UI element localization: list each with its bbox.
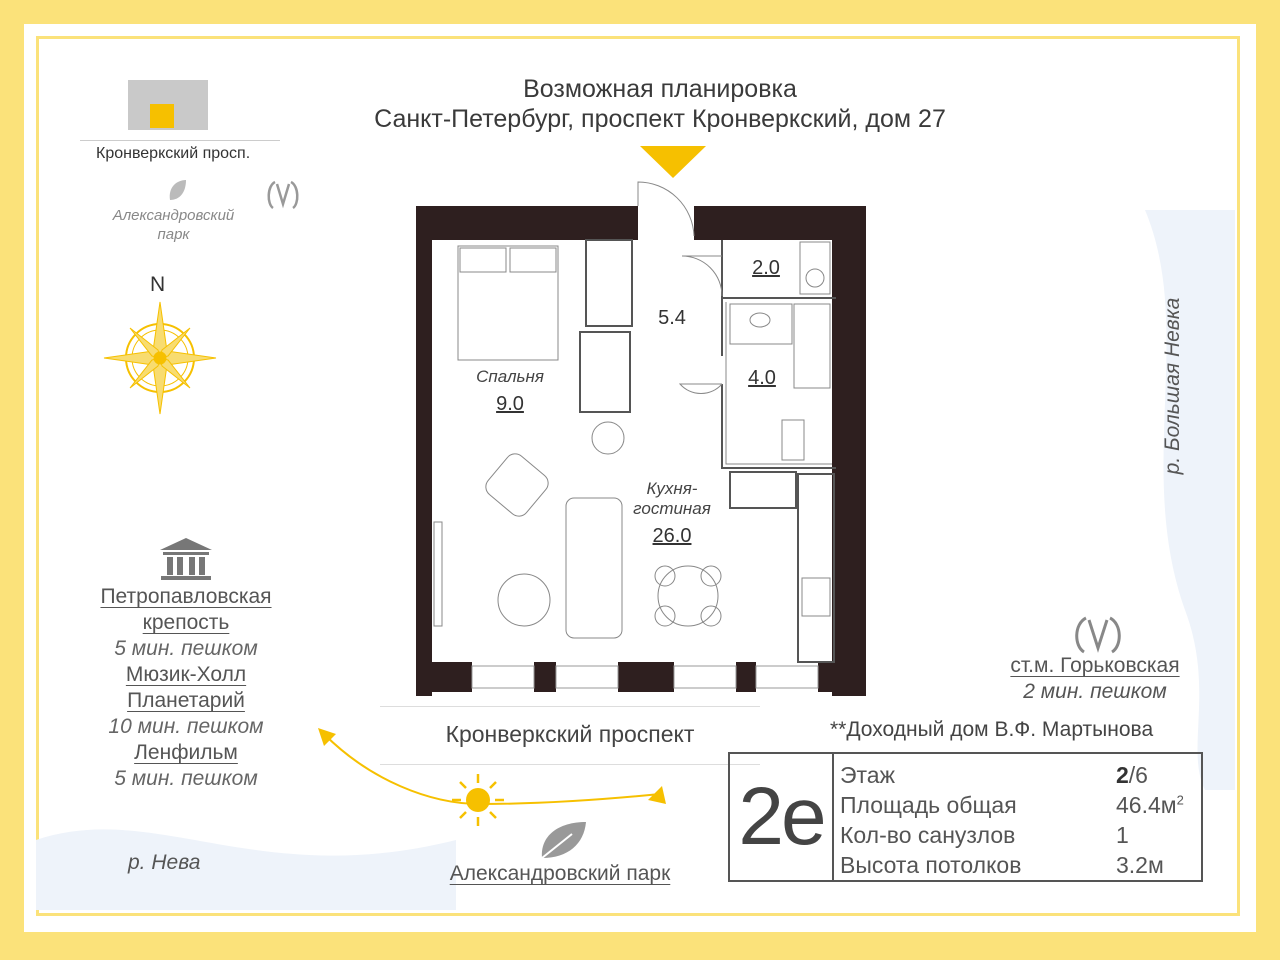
street-line-top	[80, 140, 280, 141]
wall-top-left	[416, 206, 638, 240]
window-2	[556, 666, 618, 688]
wc-sink	[806, 269, 824, 287]
toilet	[782, 420, 804, 460]
area-label: Площадь общая	[840, 792, 1017, 818]
pillow-left	[460, 248, 506, 272]
poi-musichall-walk: 10 мин. пешком	[108, 715, 264, 738]
shower	[794, 304, 830, 388]
bathrooms-value: 1	[1116, 822, 1129, 848]
wall-bottom-4	[736, 662, 756, 692]
floor-value-group	[1116, 762, 1148, 789]
closet-upper	[586, 240, 632, 326]
spec-table	[728, 752, 1203, 882]
bath-wall-inner	[726, 302, 832, 464]
sun-icon	[452, 774, 504, 826]
wc-area: 2.0	[752, 257, 780, 279]
floor-total: /6	[1128, 762, 1148, 788]
wall-left-inner	[416, 240, 432, 662]
wall-bottom-3	[618, 662, 674, 692]
living-name-2: гостиная	[633, 499, 711, 518]
ceiling-value: 3.2м	[1116, 852, 1164, 878]
wall-right	[832, 206, 866, 696]
window-3	[674, 666, 736, 688]
stove	[802, 578, 830, 616]
street-label-bottom: Кронверкский проспект	[445, 721, 695, 747]
bathrooms-label: Кол-во санузлов	[840, 822, 1016, 848]
park-label-top: Александровский парк	[112, 207, 235, 243]
metro-walk: 2 мин. пешком	[1023, 680, 1167, 703]
compass-north-label: N	[150, 273, 166, 296]
river-neva-label: р. Нева	[128, 851, 201, 874]
living-name-1: Кухня-	[646, 479, 698, 498]
area-sup: 2	[1176, 792, 1184, 808]
compass-rose-icon	[100, 300, 220, 418]
wall-bottom-1	[416, 662, 472, 692]
spec-row-area	[840, 792, 1200, 822]
bath-sink	[750, 313, 770, 327]
sofa	[566, 498, 622, 638]
area-value-group	[1116, 792, 1184, 819]
street-line-bottom-top	[380, 706, 760, 707]
hall-area: 5.4	[658, 307, 686, 329]
metro-icon	[1072, 614, 1124, 656]
closet-lower	[580, 332, 630, 412]
entrance-door-swing	[638, 182, 694, 236]
ceiling-label: Высота потолков	[840, 852, 1022, 878]
entrance-arrow-icon	[640, 146, 706, 178]
wardrobe	[434, 522, 442, 626]
poi-fortress-name-2: крепость	[142, 611, 230, 634]
sun-path	[310, 720, 680, 840]
bed	[458, 246, 558, 360]
building-marker-dot	[150, 104, 174, 128]
spec-row-ceiling	[840, 852, 1200, 882]
armchair	[482, 450, 552, 520]
wall-bottom-5	[818, 662, 866, 692]
apartment-code: 2е	[730, 754, 834, 880]
title-line-2: Санкт-Петербург, проспект Кронверкский, дом 27	[374, 105, 946, 133]
kitchen-cabinet	[730, 472, 796, 508]
building-marker	[128, 80, 208, 130]
bedroom-area: 9.0	[496, 393, 524, 415]
bath-sink-counter	[730, 304, 792, 344]
poi-musichall-name-1: Мюзик-Холл	[125, 663, 247, 686]
coffee-table	[498, 574, 550, 626]
dining-table	[658, 566, 718, 626]
floor-value: 2	[1116, 762, 1129, 788]
living-area: 26.0	[652, 525, 692, 547]
bath-door-swing	[680, 384, 722, 393]
bath-area: 4.0	[748, 367, 776, 389]
wc-door-swing	[682, 256, 722, 296]
poi-musichall-name-2: Планетарий	[127, 689, 245, 712]
spec-row-floor	[840, 762, 1200, 792]
pillow-right	[510, 248, 556, 272]
side-table	[592, 422, 624, 454]
kitchen-counter	[798, 474, 834, 662]
bedroom-name: Спальня	[476, 367, 544, 386]
street-label-top: Кронверкский просп.	[96, 145, 251, 162]
bath-wall	[722, 298, 836, 468]
fortress-icon	[158, 536, 214, 582]
floor-label: Этаж	[840, 762, 895, 788]
wc-fixture	[800, 242, 830, 294]
park-label-bottom: Александровский парк	[449, 862, 671, 885]
metro-icon-top	[265, 178, 301, 212]
poi-lenfilm-walk: 5 мин. пешком	[114, 767, 258, 790]
poi-lenfilm-name: Ленфильм	[134, 741, 238, 764]
poi-list	[36, 584, 336, 792]
window-1	[472, 666, 534, 688]
poi-fortress-name-1: Петропавловская	[100, 585, 272, 608]
wall-bottom-2	[534, 662, 556, 692]
page-title	[300, 74, 1020, 134]
poi-fortress-walk: 5 мин. пешком	[114, 637, 258, 660]
river-nevka-label: р. Большая Невка	[1161, 297, 1184, 475]
title-line-1: Возможная планировка	[523, 75, 797, 103]
building-name: **Доходный дом В.Ф. Мартынова	[830, 718, 1154, 741]
area-value: 46.4м	[1116, 792, 1177, 818]
metro-name: ст.м. Горьковская	[1010, 654, 1180, 677]
floor-plan	[400, 180, 880, 700]
spec-row-bathrooms	[840, 822, 1200, 852]
leaf-icon	[166, 178, 188, 204]
leaf-icon-bottom	[536, 818, 590, 864]
window-4	[756, 666, 818, 688]
